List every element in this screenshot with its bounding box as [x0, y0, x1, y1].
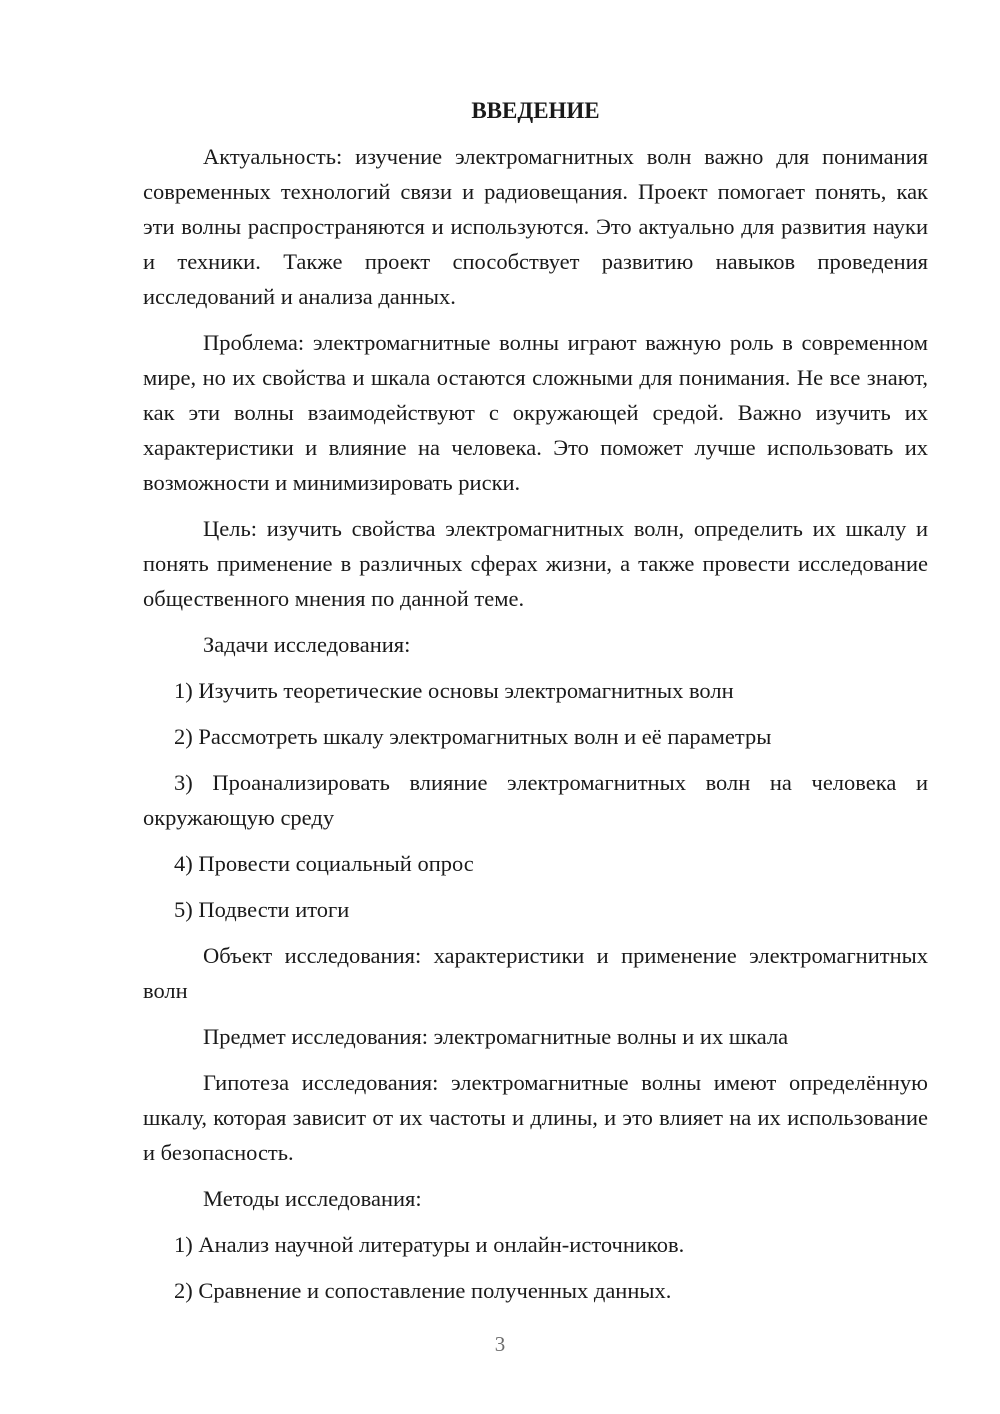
task-item: 5) Подвести итоги	[174, 897, 350, 922]
hypothesis-paragraph: Гипотеза исследования: электромагнитные волны имеют определённую шкалу, которая зависит от их частоты и длины, и это влияет на их использование и безопасность.	[143, 1070, 928, 1165]
subject-paragraph: Предмет исследования: электромагнитные волны и их шкала	[203, 1024, 789, 1049]
object-paragraph: Объект исследования: характеристики и применение электромагнитных волн	[143, 943, 928, 1003]
method-item: 2) Сравнение и сопоставление полученных данных.	[174, 1278, 672, 1303]
methods-heading: Методы исследования:	[203, 1186, 422, 1211]
task-item: 1) Изучить теоретические основы электромагнитных волн	[174, 678, 734, 703]
page-number: 3	[494, 1332, 506, 1356]
tasks-heading: Задачи исследования:	[203, 632, 411, 657]
method-item: 1) Анализ научной литературы и онлайн-источников.	[174, 1232, 685, 1257]
task-item: 4) Провести социальный опрос	[174, 851, 474, 876]
section-heading: ВВЕДЕНИЕ	[471, 98, 600, 123]
goal-paragraph: Цель: изучить свойства электромагнитных волн, определить их шкалу и понять применение в различных сферах жизни, а также провести исследование общественного мнения по данной теме.	[143, 516, 928, 611]
task-item: 2) Рассмотреть шкалу электромагнитных волн и её параметры	[174, 724, 772, 749]
document-page	[143, 95, 928, 1319]
relevance-paragraph: Актуальность: изучение электромагнитных волн важно для понимания современных технологий связи и радиовещания. Проект помогает понять, как эти волны распространяются и используются. Это актуально для развития науки и техники. Также проект способствует развитию навыков проведения исследований и анализа данных.	[143, 144, 928, 309]
task-item: 3) Проанализировать влияние электромагнитных волн на человека и окружающую среду	[143, 770, 928, 830]
problem-paragraph: Проблема: электромагнитные волны играют важную роль в современном мире, но их свойства и шкала остаются сложными для понимания. Не все знают, как эти волны взаимодействуют с окружающей средой. Важно изучить их характеристики и влияние на человека. Это поможет лучше использовать их возможности и минимизировать риски.	[143, 330, 928, 495]
